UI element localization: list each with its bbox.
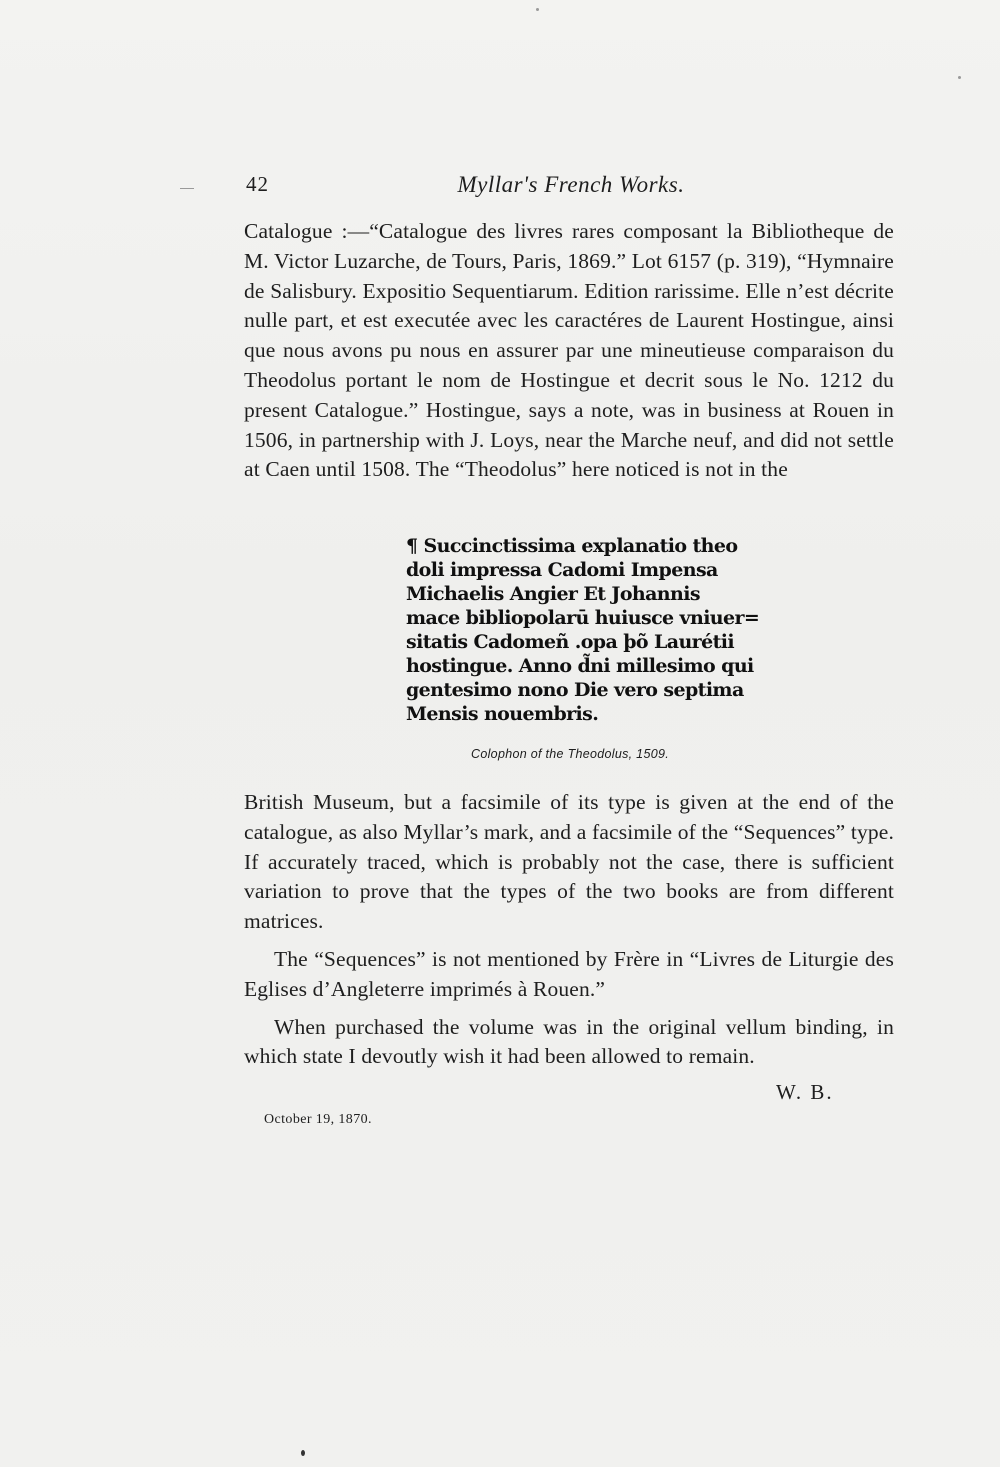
paragraph-text: Catalogue :—“Catalogue des livres rares composant la Bibliotheque de M. Victor Luzarche, de Tours, Paris, 1869.” Lot 6157 (p. 319), “Hymnaire de Salisbury. Expositio Sequentiarum. Edition rarissime. Elle n’est décrite nulle part, et est executée avec les caractéres de Laurent Hostingue, ainsi que nous avons pu nous en assurer par une mineutieuse comparaison du Theodolus portant le nom de Hostingue et decrit sous le No. 1212 du present Catalogue.” Hostingue, says a note, was in business at Rouen in 1506, in partnership with J. Loys, near the Marche neuf, and did not settle at Caen until 1508. The “Theodolus” here noticed is not in the [244, 219, 894, 482]
paragraph-catalogue [244, 217, 894, 485]
colophon-line: Michaelis Angier Et Johannis [406, 583, 700, 605]
paragraphs-after-figure [244, 788, 894, 1080]
page-number: 42 [246, 172, 269, 196]
colophon-line: hostingue. Anno d̃ni millesimo qui [406, 655, 754, 677]
figure-caption: Colophon of the Theodolus, 1509. [471, 747, 669, 761]
paragraph-vellum-binding: When purchased the volume was in the original vellum binding, in which state I devoutly wish it had been allowed to remain. [244, 1014, 894, 1069]
margin-tick-mark [180, 188, 194, 189]
colophon-line: mace bibliopolarū huiusce vniuer= [406, 607, 760, 629]
colophon-line: sitatis Cadomeñ .opa þõ Laurétii [406, 631, 734, 653]
specks-mark [301, 1450, 305, 1456]
date-line: October 19, 1870. [264, 1112, 372, 1127]
paragraph-british-museum: British Museum, but a facsimile of its type is given at the end of the catalogue, as also Myllar’s mark, and a facsimile of the “Sequences” type. If accurately traced, which is probably not the case, there is sufficient variation to prove that the types of the two books are from different matrices. [244, 790, 894, 934]
running-head [246, 172, 896, 202]
running-title: Myllar's French Works. [457, 172, 685, 197]
signature-initials: W. B. [776, 1080, 834, 1104]
colophon-line: Mensis nouembris. [406, 703, 599, 725]
colophon-line: ¶ Succinctissima explanatio theo [406, 535, 738, 557]
specks-mark [958, 76, 961, 79]
colophon-figure [400, 534, 760, 764]
colophon-line: gentesimo nono Die vero septima [406, 679, 744, 701]
colophon-facsimile [406, 534, 760, 726]
colophon-line: doli impressa Cadomi Impensa [406, 559, 718, 581]
specks-mark [536, 8, 539, 11]
paragraph-sequences: The “Sequences” is not mentioned by Frère in “Livres de Liturgie des Eglises d’Angleterre imprimés à Rouen.” [244, 946, 894, 1001]
